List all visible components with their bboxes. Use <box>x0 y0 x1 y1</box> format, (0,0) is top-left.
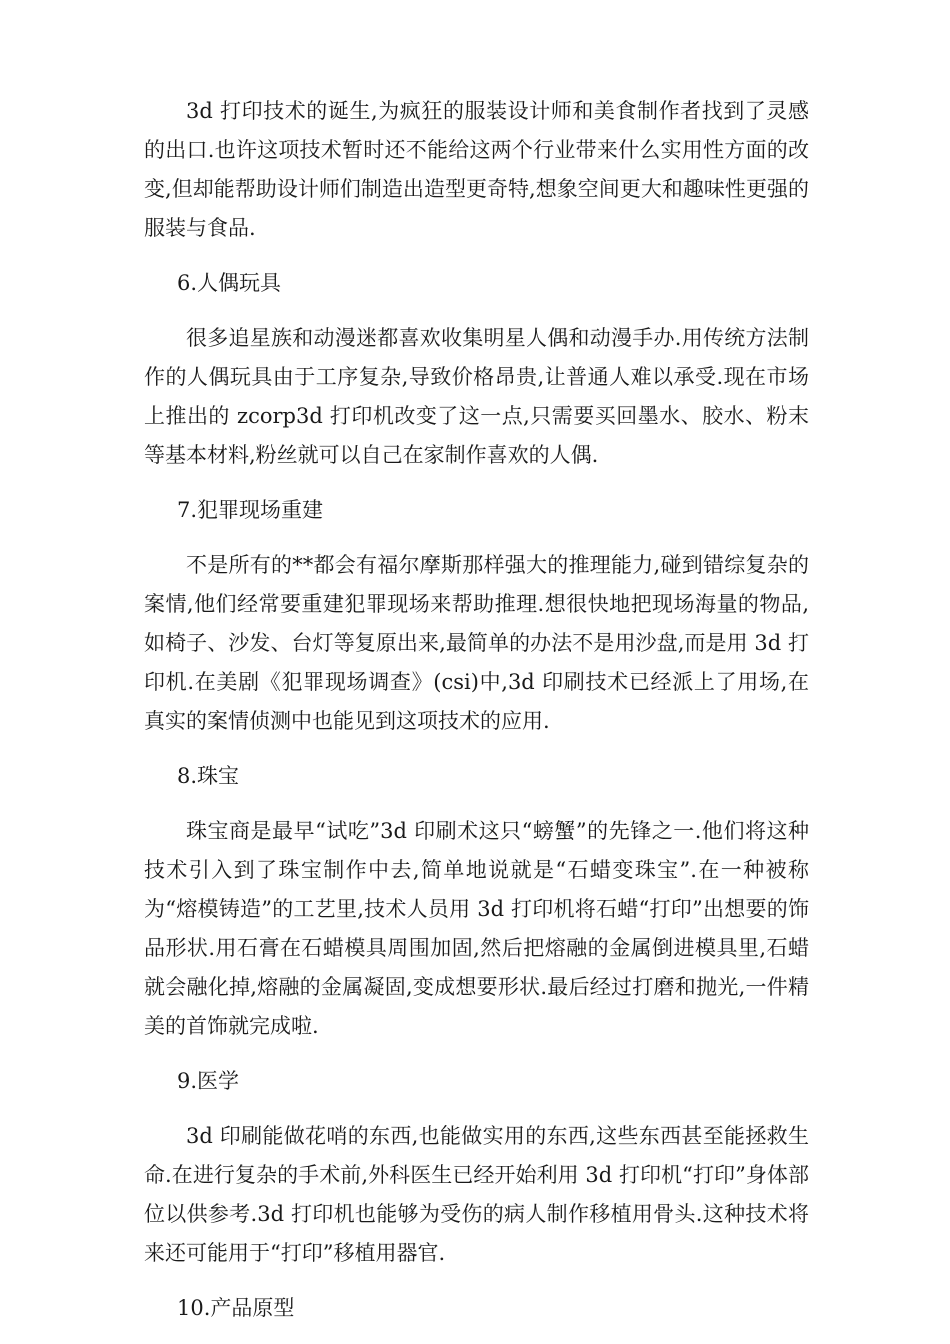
section-heading-medicine: 9.医学 <box>177 1069 240 1093</box>
paragraph-dolls: 很多追星族和动漫迷都喜欢收集明星人偶和动漫手办.用传统方法制作的人偶玩具由于工序复杂,导致价格昂贵,让普通人难以承受.现在市场上推出的 zcorp3d 打印机改变了这一点,只需要买回墨水、胶水、粉末等基本材料,粉丝就可以自己在家制作喜欢的人偶. <box>144 326 809 467</box>
section-heading-dolls: 6.人偶玩具 <box>177 271 282 295</box>
section-heading-jewelry: 8.珠宝 <box>177 764 240 788</box>
document-body <box>144 92 809 1344</box>
paragraph-crime-scene: 不是所有的**都会有福尔摩斯那样强大的推理能力,碰到错综复杂的案情,他们经常要重建犯罪现场来帮助推理.想很快地把现场海量的物品,如椅子、沙发、台灯等复原出来,最简单的办法不是用沙盘,而是用 3d 打印机.在美剧《犯罪现场调查》(csi)中,3d 印刷技术已经派上了用场,在真实的案情侦测中也能见到这项技术的应用. <box>144 553 809 733</box>
paragraph-intro: 3d 打印技术的诞生,为疯狂的服装设计师和美食制作者找到了灵感的出口.也许这项技术暂时还不能给这两个行业带来什么实用性方面的改变,但却能帮助设计师们制造出造型更奇特,想象空间更大和趣味性更强的服装与食品. <box>144 99 809 240</box>
paragraph-jewelry: 珠宝商是最早“试吃”3d 印刷术这只“螃蟹”的先锋之一.他们将这种技术引入到了珠宝制作中去,简单地说就是“石蜡变珠宝”.在一种被称为“熔模铸造”的工艺里,技术人员用 3d 打印机将石蜡“打印”出想要的饰品形状.用石膏在石蜡模具周围加固,然后把熔融的金属倒进模具里,石蜡就会融化掉,熔融的金属凝固,变成想要形状.最后经过打磨和抛光,一件精美的首饰就完成啦. <box>144 819 809 1038</box>
section-heading-prototype: 10.产品原型 <box>177 1296 295 1320</box>
section-heading-crime-scene: 7.犯罪现场重建 <box>177 498 324 522</box>
paragraph-medicine: 3d 印刷能做花哨的东西,也能做实用的东西,这些东西甚至能拯救生命.在进行复杂的手术前,外科医生已经开始利用 3d 打印机“打印”身体部位以供参考.3d 打印机也能够为受伤的病人制作移植用骨头.这种技术将来还可能用于“打印”移植用器官. <box>144 1124 809 1265</box>
